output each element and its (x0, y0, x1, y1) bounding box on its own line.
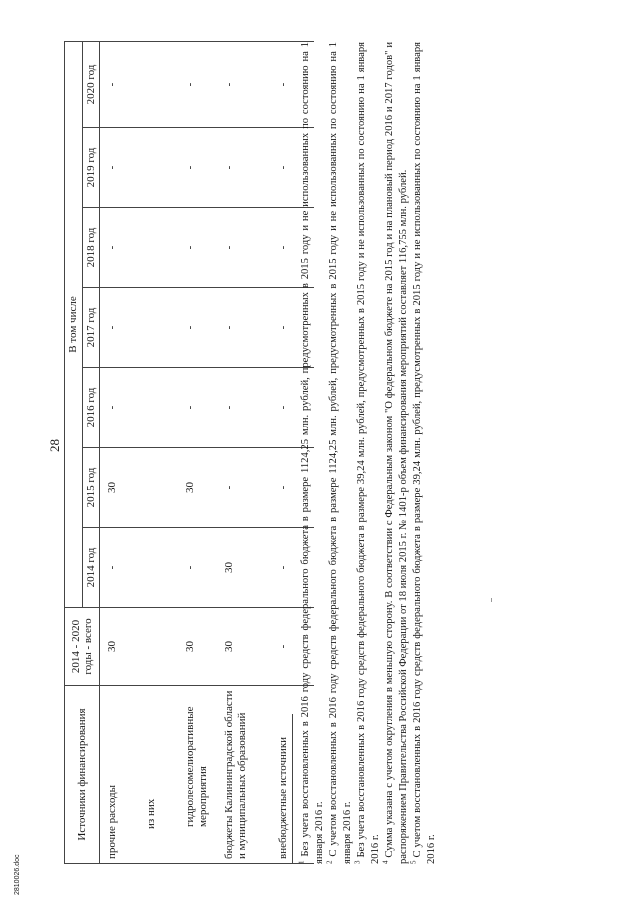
cell-2020: - (271, 41, 314, 127)
cell-2020: - (100, 41, 140, 127)
file-name: 2810026.doc (14, 854, 21, 895)
cell-2016: - (271, 368, 314, 448)
cell-2015: 30 (100, 448, 140, 528)
cell-2016 (139, 368, 178, 448)
footnotes (292, 42, 439, 864)
scan-mark (491, 598, 492, 602)
cell-2020: - (217, 41, 271, 127)
header-year-2016: 2016 год (82, 368, 100, 448)
cell-2019: - (100, 128, 140, 208)
row-total (139, 608, 178, 686)
footnote-1: $^1$ Без учета восстановленных в 2016 году средств федерального бюджета в размере 1124,25 млн. рублей, предусмотренных в 2015 году и не использованных по состоянию на 1 января 2016 г. (297, 42, 325, 864)
rotated-page-content (64, 44, 484, 864)
cell-2016: - (217, 368, 271, 448)
cell-2018: - (100, 208, 140, 288)
cell-2019: - (271, 128, 314, 208)
row-label: из них (139, 686, 178, 864)
header-year-2014: 2014 год (82, 528, 100, 608)
header-including: В том числе (65, 41, 83, 607)
cell-2015: - (217, 448, 271, 528)
table-row (217, 41, 271, 863)
cell-2020 (139, 41, 178, 127)
footnote-divider (292, 714, 293, 864)
footnote-3: $^3$ Без учета восстановленных в 2016 году средств федерального бюджета в размере 39,24 млн. рублей, предусмотренных в 2015 году и не использованных по состоянию на 1 января 2016 г. (353, 42, 381, 864)
cell-2015: - (271, 448, 314, 528)
header-year-2020: 2020 год (82, 41, 100, 127)
cell-2015: 30 (178, 448, 217, 528)
cell-2017: - (100, 288, 140, 368)
financing-table (64, 41, 314, 864)
cell-2018 (139, 208, 178, 288)
row-total: 30 (100, 608, 140, 686)
cell-2014: - (271, 528, 314, 608)
cell-2020: - (178, 41, 217, 127)
cell-2015 (139, 448, 178, 528)
footnote-4: $^4$ Сумма указана с учетом округления в меньшую сторону. В соответствии с Федеральным законом "О федеральном бюджете на 2015 год и на плановый период 2016 и 2017 годов" и распоряжением Правительства Российской Федерации от 18 июля 2015 г. № 1401-р объем финансирования мероприятий составляет 116,755 млн. рублей. (381, 42, 409, 864)
header-year-2017: 2017 год (82, 288, 100, 368)
table-row (100, 41, 140, 863)
cell-2017 (139, 288, 178, 368)
table-row (178, 41, 217, 863)
footnote-2: $^2$ С учетом восстановленных в 2016 году средств федерального бюджета в размере 1124,25 млн. рублей, предусмотренных в 2015 году и не использованных по состоянию на 1 января 2016 г. (325, 42, 353, 864)
cell-2014: - (100, 528, 140, 608)
header-year-2019: 2019 год (82, 128, 100, 208)
cell-2016: - (100, 368, 140, 448)
row-total: 30 (217, 608, 271, 686)
cell-2018: - (271, 208, 314, 288)
row-label: гидролесомелиоративные мероприятия (178, 686, 217, 864)
cell-2014: - (178, 528, 217, 608)
cell-2014 (139, 528, 178, 608)
header-year-2018: 2018 год (82, 208, 100, 288)
header-total: 2014 - 2020 годы - всего (65, 608, 100, 686)
cell-2017: - (271, 288, 314, 368)
page-number: 28 (47, 439, 62, 452)
row-label: прочие расходы (100, 686, 140, 864)
cell-2018: - (217, 208, 271, 288)
cell-2017: - (178, 288, 217, 368)
row-label: внебюджетные источники (271, 686, 314, 864)
cell-2019: - (217, 128, 271, 208)
footnote-5: $^5$ С учетом восстановленных в 2016 году средств федерального бюджета в размере 39,24 млн. рублей, предусмотренных в 2015 году и не использованных по состоянию на 1 января 2016 г. (409, 42, 437, 864)
cell-2018: - (178, 208, 217, 288)
cell-2017: - (217, 288, 271, 368)
table-row (139, 41, 178, 863)
cell-2014: 30 (217, 528, 271, 608)
header-source: Источники финансирования (65, 686, 100, 864)
cell-2019 (139, 128, 178, 208)
row-total: - (271, 608, 314, 686)
cell-2019: - (178, 128, 217, 208)
row-total: 30 (178, 608, 217, 686)
cell-2016: - (178, 368, 217, 448)
row-label: бюджеты Калининградской области и муниципальных образований (217, 686, 271, 864)
header-year-2015: 2015 год (82, 448, 100, 528)
